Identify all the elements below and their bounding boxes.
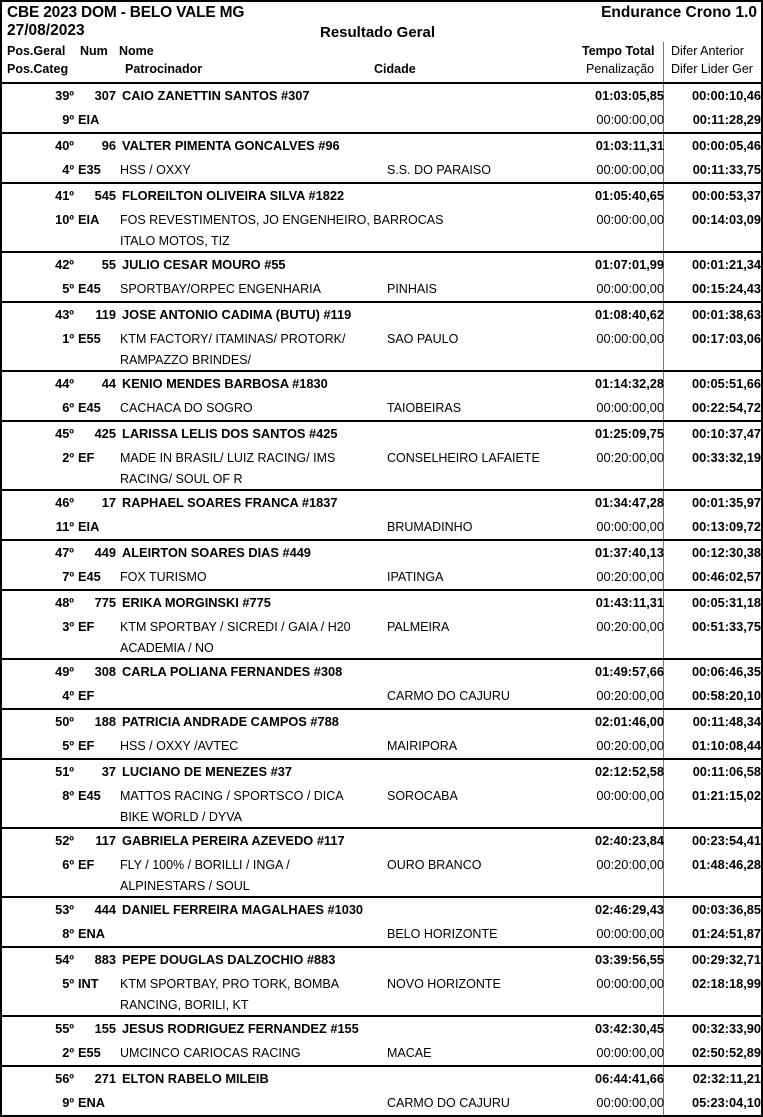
cell-categoria: EF bbox=[78, 688, 95, 703]
cell-cidade: MACAE bbox=[387, 1046, 432, 1060]
cell-num: 117 bbox=[95, 833, 116, 848]
report-title: Resultado Geral bbox=[320, 24, 436, 41]
cell-difer-anterior: 00:05:51,66 bbox=[691, 376, 761, 391]
cell-difer-anterior: 00:00:53,37 bbox=[691, 188, 761, 203]
cell-cidade: OURO BRANCO bbox=[387, 858, 482, 872]
cell-tempo-total: 01:05:40,65 bbox=[594, 188, 664, 203]
software-name: Endurance Crono 1.0 bbox=[601, 4, 757, 21]
cell-tempo-total: 01:14:32,28 bbox=[594, 376, 664, 391]
cell-difer-lider-geral: 00:13:09,72 bbox=[691, 519, 761, 534]
cell-num: 444 bbox=[94, 902, 116, 917]
row-primary-line bbox=[2, 184, 761, 208]
row-patrocinador-overflow-line bbox=[2, 639, 761, 658]
event-title: CBE 2023 DOM - BELO VALE MG bbox=[7, 4, 245, 21]
cell-pos-categ: 9º bbox=[62, 1095, 74, 1110]
cell-num: 188 bbox=[94, 714, 116, 729]
cell-patrocinador: CACHACA DO SOGRO bbox=[120, 401, 253, 415]
cell-categoria: INT bbox=[78, 976, 99, 991]
cell-difer-anterior: 00:23:54,41 bbox=[691, 833, 761, 848]
table-row bbox=[2, 1067, 761, 1115]
cell-categoria: E45 bbox=[78, 788, 101, 803]
cell-patrocinador: FOX TURISMO bbox=[120, 570, 207, 584]
cell-tempo-total: 01:03:05,85 bbox=[594, 88, 664, 103]
cell-cidade: CARMO DO CAJURU bbox=[387, 1096, 510, 1110]
cell-categoria: E55 bbox=[78, 1045, 101, 1060]
cell-cidade: PINHAIS bbox=[387, 282, 438, 296]
table-row bbox=[2, 84, 761, 134]
table-row bbox=[2, 829, 761, 898]
cell-difer-anterior: 00:01:38,63 bbox=[691, 307, 761, 322]
row-primary-line bbox=[2, 591, 761, 615]
cell-patrocinador-cont: ALPINESTARS / SOUL bbox=[120, 879, 250, 893]
cell-pos-categ: 10º bbox=[55, 212, 74, 227]
cell-difer-anterior: 00:01:35,97 bbox=[691, 495, 761, 510]
cell-pos-categ: 8º bbox=[62, 788, 74, 803]
cell-cidade: BRUMADINHO bbox=[387, 520, 473, 534]
cell-pos-categ: 5º bbox=[62, 281, 74, 296]
row-secondary-line bbox=[2, 108, 761, 132]
cell-pos-geral: 46º bbox=[55, 495, 74, 510]
column-header-nome: Nome bbox=[119, 44, 154, 58]
cell-pos-geral: 44º bbox=[55, 376, 74, 391]
cell-patrocinador: MADE IN BRASIL/ LUIZ RACING/ IMS bbox=[120, 451, 336, 465]
cell-num: 17 bbox=[101, 495, 116, 510]
cell-categoria: EF bbox=[78, 857, 95, 872]
row-patrocinador-overflow-line bbox=[2, 470, 761, 489]
cell-nome: JESUS RODRIGUEZ FERNANDEZ #155 bbox=[122, 1021, 359, 1036]
cell-difer-anterior: 00:05:31,18 bbox=[691, 595, 761, 610]
cell-difer-anterior: 00:10:37,47 bbox=[691, 426, 761, 441]
cell-pos-geral: 39º bbox=[55, 88, 74, 103]
cell-penalizacao: 00:00:00,00 bbox=[596, 331, 664, 346]
cell-categoria: EIA bbox=[78, 212, 100, 227]
cell-patrocinador: FOS REVESTIMENTOS, JO ENGENHEIRO, BARROCAS bbox=[120, 213, 444, 227]
cell-difer-anterior: 00:06:46,35 bbox=[691, 664, 761, 679]
table-row bbox=[2, 948, 761, 1017]
cell-tempo-total: 01:25:09,75 bbox=[594, 426, 664, 441]
cell-pos-categ: 7º bbox=[62, 569, 74, 584]
cell-patrocinador-cont: RACING/ SOUL OF R bbox=[120, 472, 243, 486]
cell-difer-lider-geral: 01:48:46,28 bbox=[691, 857, 761, 872]
cell-cidade: CARMO DO CAJURU bbox=[387, 689, 510, 703]
cell-penalizacao: 00:00:00,00 bbox=[596, 162, 664, 177]
cell-tempo-total: 01:34:47,28 bbox=[594, 495, 664, 510]
cell-categoria: EIA bbox=[78, 519, 100, 534]
cell-tempo-total: 01:37:40,13 bbox=[594, 545, 664, 560]
column-header-penalizacao: Penalização bbox=[586, 62, 655, 76]
table-row bbox=[2, 372, 761, 422]
table-row bbox=[2, 253, 761, 303]
cell-pos-categ: 2º bbox=[62, 1045, 74, 1060]
cell-pos-categ: 4º bbox=[62, 162, 74, 177]
table-row bbox=[2, 491, 761, 541]
cell-num: 307 bbox=[94, 88, 116, 103]
table-row bbox=[2, 134, 761, 184]
row-secondary-line bbox=[2, 734, 761, 758]
row-patrocinador-overflow-line bbox=[2, 808, 761, 827]
row-secondary-line bbox=[2, 684, 761, 708]
row-primary-line bbox=[2, 660, 761, 684]
cell-difer-lider-geral: 00:11:33,75 bbox=[692, 162, 761, 177]
row-primary-line bbox=[2, 84, 761, 108]
cell-pos-geral: 43º bbox=[55, 307, 74, 322]
cell-num: 96 bbox=[101, 138, 116, 153]
cell-difer-lider-geral: 00:22:54,72 bbox=[691, 400, 761, 415]
cell-nome: GABRIELA PEREIRA AZEVEDO #117 bbox=[122, 833, 345, 848]
cell-nome: ELTON RABELO MILEIB bbox=[122, 1071, 269, 1086]
cell-patrocinador: FLY / 100% / BORILLI / INGA / bbox=[120, 858, 290, 872]
cell-penalizacao: 00:00:00,00 bbox=[596, 976, 664, 991]
cell-tempo-total: 02:46:29,43 bbox=[594, 902, 664, 917]
cell-categoria: E45 bbox=[78, 281, 101, 296]
cell-pos-categ: 5º bbox=[62, 738, 74, 753]
cell-pos-geral: 49º bbox=[55, 664, 74, 679]
cell-num: 425 bbox=[94, 426, 116, 441]
cell-tempo-total: 01:49:57,66 bbox=[594, 664, 664, 679]
event-date: 27/08/2023 bbox=[7, 22, 85, 39]
cell-num: 775 bbox=[94, 595, 116, 610]
cell-num: 545 bbox=[94, 188, 116, 203]
row-secondary-line bbox=[2, 208, 761, 232]
cell-cidade: S.S. DO PARAISO bbox=[387, 163, 491, 177]
cell-difer-lider-geral: 00:17:03,06 bbox=[691, 331, 761, 346]
cell-pos-geral: 55º bbox=[55, 1021, 74, 1036]
cell-penalizacao: 00:00:00,00 bbox=[596, 400, 664, 415]
cell-patrocinador: KTM SPORTBAY, PRO TORK, BOMBA bbox=[120, 977, 340, 991]
cell-nome: ALEIRTON SOARES DIAS #449 bbox=[122, 545, 311, 560]
cell-categoria: EF bbox=[78, 450, 95, 465]
row-primary-line bbox=[2, 710, 761, 734]
cell-penalizacao: 00:00:00,00 bbox=[596, 1095, 664, 1110]
cell-tempo-total: 06:44:41,66 bbox=[594, 1071, 664, 1086]
cell-categoria: EF bbox=[78, 738, 95, 753]
row-secondary-line bbox=[2, 922, 761, 946]
cell-pos-categ: 2º bbox=[62, 450, 74, 465]
cell-pos-geral: 56º bbox=[55, 1071, 74, 1086]
cell-pos-geral: 51º bbox=[55, 764, 74, 779]
cell-pos-categ: 11º bbox=[55, 519, 74, 534]
cell-nome: FLOREILTON OLIVEIRA SILVA #1822 bbox=[122, 188, 345, 203]
cell-num: 55 bbox=[101, 257, 116, 272]
cell-patrocinador-cont: BIKE WORLD / DYVA bbox=[120, 810, 243, 824]
results-table-body bbox=[0, 82, 763, 1117]
cell-difer-anterior: 00:03:36,85 bbox=[691, 902, 761, 917]
cell-pos-categ: 9º bbox=[62, 112, 74, 127]
row-secondary-line bbox=[2, 615, 761, 639]
cell-tempo-total: 03:39:56,55 bbox=[594, 952, 664, 967]
cell-penalizacao: 00:20:00,00 bbox=[596, 857, 664, 872]
row-primary-line bbox=[2, 948, 761, 972]
cell-difer-lider-geral: 01:10:08,44 bbox=[691, 738, 761, 753]
table-row bbox=[2, 1017, 761, 1067]
row-primary-line bbox=[2, 134, 761, 158]
table-row bbox=[2, 422, 761, 491]
cell-patrocinador: UMCINCO CARIOCAS RACING bbox=[120, 1046, 301, 1060]
column-header-cidade: Cidade bbox=[374, 62, 416, 76]
cell-num: 883 bbox=[94, 952, 116, 967]
table-row bbox=[2, 184, 761, 253]
row-secondary-line bbox=[2, 515, 761, 539]
cell-cidade: NOVO HORIZONTE bbox=[387, 977, 501, 991]
cell-pos-categ: 3º bbox=[62, 619, 74, 634]
cell-penalizacao: 00:20:00,00 bbox=[596, 688, 664, 703]
document-header bbox=[0, 0, 763, 82]
cell-nome: CARLA POLIANA FERNANDES #308 bbox=[122, 664, 343, 679]
cell-pos-categ: 6º bbox=[62, 400, 74, 415]
cell-categoria: EIA bbox=[78, 112, 100, 127]
cell-difer-lider-geral: 02:50:52,89 bbox=[691, 1045, 761, 1060]
cell-patrocinador: HSS / OXXY /AVTEC bbox=[120, 739, 239, 753]
cell-penalizacao: 00:00:00,00 bbox=[596, 519, 664, 534]
cell-difer-lider-geral: 00:51:33,75 bbox=[691, 619, 761, 634]
column-header-difer-lider-geral: Difer Lider Ger bbox=[671, 62, 753, 76]
row-primary-line bbox=[2, 898, 761, 922]
cell-categoria: E35 bbox=[78, 162, 101, 177]
column-header-pos-geral: Pos.Geral bbox=[7, 44, 66, 58]
row-secondary-line bbox=[2, 446, 761, 470]
header-column-divider bbox=[663, 42, 664, 82]
cell-cidade: MAIRIPORA bbox=[387, 739, 458, 753]
cell-num: 44 bbox=[101, 376, 116, 391]
cell-tempo-total: 02:40:23,84 bbox=[594, 833, 664, 848]
cell-patrocinador: KTM FACTORY/ ITAMINAS/ PROTORK/ bbox=[120, 332, 346, 346]
row-primary-line bbox=[2, 541, 761, 565]
cell-num: 308 bbox=[94, 664, 116, 679]
row-patrocinador-overflow-line bbox=[2, 351, 761, 370]
cell-difer-lider-geral: 02:18:18,99 bbox=[691, 976, 761, 991]
cell-categoria: E55 bbox=[78, 331, 101, 346]
cell-pos-geral: 47º bbox=[55, 545, 74, 560]
cell-penalizacao: 00:20:00,00 bbox=[596, 450, 664, 465]
row-patrocinador-overflow-line bbox=[2, 877, 761, 896]
cell-cidade: PALMEIRA bbox=[387, 620, 450, 634]
cell-patrocinador: KTM SPORTBAY / SICREDI / GAIA / H20 bbox=[120, 620, 351, 634]
cell-penalizacao: 00:20:00,00 bbox=[596, 738, 664, 753]
cell-nome: PATRICIA ANDRADE CAMPOS #788 bbox=[122, 714, 339, 729]
cell-difer-lider-geral: 00:33:32,19 bbox=[691, 450, 761, 465]
row-patrocinador-overflow-line bbox=[2, 996, 761, 1015]
row-primary-line bbox=[2, 303, 761, 327]
cell-nome: VALTER PIMENTA GONCALVES #96 bbox=[122, 138, 340, 153]
cell-nome: RAPHAEL SOARES FRANCA #1837 bbox=[122, 495, 338, 510]
cell-pos-geral: 52º bbox=[55, 833, 74, 848]
cell-pos-categ: 5º bbox=[62, 976, 74, 991]
row-secondary-line bbox=[2, 396, 761, 420]
cell-difer-lider-geral: 00:46:02,57 bbox=[691, 569, 761, 584]
cell-penalizacao: 00:00:00,00 bbox=[596, 212, 664, 227]
cell-pos-geral: 50º bbox=[55, 714, 74, 729]
cell-difer-anterior: 00:00:05,46 bbox=[691, 138, 761, 153]
cell-tempo-total: 01:43:11,31 bbox=[595, 595, 664, 610]
cell-patrocinador: MATTOS RACING / SPORTSCO / DICA bbox=[120, 789, 344, 803]
cell-nome: ERIKA MORGINSKI #775 bbox=[122, 595, 271, 610]
cell-patrocinador-cont: ACADEMIA / NO bbox=[120, 641, 214, 655]
cell-pos-categ: 6º bbox=[62, 857, 74, 872]
cell-patrocinador: SPORTBAY/ORPEC ENGENHARIA bbox=[120, 282, 321, 296]
column-header-pos-categ: Pos.Categ bbox=[7, 62, 69, 76]
cell-tempo-total: 02:12:52,58 bbox=[594, 764, 664, 779]
cell-difer-anterior: 00:00:10,46 bbox=[691, 88, 761, 103]
row-secondary-line bbox=[2, 784, 761, 808]
cell-nome: CAIO ZANETTIN SANTOS #307 bbox=[122, 88, 310, 103]
cell-difer-lider-geral: 00:11:28,29 bbox=[692, 112, 761, 127]
cell-cidade: SAO PAULO bbox=[387, 332, 459, 346]
cell-tempo-total: 01:03:11,31 bbox=[595, 138, 664, 153]
cell-nome: JOSE ANTONIO CADIMA (BUTU) #119 bbox=[122, 307, 352, 322]
cell-pos-geral: 45º bbox=[55, 426, 74, 441]
cell-difer-lider-geral: 01:21:15,02 bbox=[691, 788, 761, 803]
cell-difer-anterior: 00:32:33,90 bbox=[691, 1021, 761, 1036]
column-header-num: Num bbox=[80, 44, 108, 58]
cell-num: 155 bbox=[94, 1021, 116, 1036]
cell-num: 449 bbox=[94, 545, 116, 560]
row-secondary-line bbox=[2, 1041, 761, 1065]
table-row bbox=[2, 303, 761, 372]
cell-difer-anterior: 00:11:06,58 bbox=[692, 764, 761, 779]
table-row bbox=[2, 591, 761, 660]
cell-num: 37 bbox=[101, 764, 116, 779]
cell-tempo-total: 02:01:46,00 bbox=[594, 714, 664, 729]
cell-penalizacao: 00:00:00,00 bbox=[596, 788, 664, 803]
row-secondary-line bbox=[2, 327, 761, 351]
cell-difer-lider-geral: 01:24:51,87 bbox=[691, 926, 761, 941]
cell-nome: JULIO CESAR MOURO #55 bbox=[122, 257, 286, 272]
table-row bbox=[2, 660, 761, 710]
cell-tempo-total: 03:42:30,45 bbox=[594, 1021, 664, 1036]
cell-categoria: EF bbox=[78, 619, 95, 634]
cell-patrocinador-cont: RANCING, BORILI, KT bbox=[120, 998, 249, 1012]
row-primary-line bbox=[2, 1017, 761, 1041]
cell-tempo-total: 01:08:40,62 bbox=[594, 307, 664, 322]
cell-difer-lider-geral: 00:58:20,10 bbox=[691, 688, 761, 703]
row-primary-line bbox=[2, 1067, 761, 1091]
cell-cidade: TAIOBEIRAS bbox=[387, 401, 462, 415]
cell-categoria: ENA bbox=[78, 926, 106, 941]
cell-num: 271 bbox=[94, 1071, 116, 1086]
cell-pos-geral: 40º bbox=[55, 138, 74, 153]
row-secondary-line bbox=[2, 565, 761, 589]
cell-categoria: E45 bbox=[78, 400, 101, 415]
cell-nome: LUCIANO DE MENEZES #37 bbox=[122, 764, 292, 779]
column-header-difer-anterior: Difer Anterior bbox=[671, 44, 744, 58]
row-secondary-line bbox=[2, 853, 761, 877]
cell-pos-categ: 1º bbox=[62, 331, 74, 346]
cell-nome: KENIO MENDES BARBOSA #1830 bbox=[122, 376, 328, 391]
cell-pos-geral: 53º bbox=[55, 902, 74, 917]
cell-penalizacao: 00:00:00,00 bbox=[596, 281, 664, 296]
row-secondary-line bbox=[2, 1091, 761, 1115]
cell-difer-anterior: 00:11:48,34 bbox=[692, 714, 761, 729]
cell-penalizacao: 00:00:00,00 bbox=[596, 926, 664, 941]
row-primary-line bbox=[2, 253, 761, 277]
cell-pos-geral: 42º bbox=[55, 257, 74, 272]
row-primary-line bbox=[2, 422, 761, 446]
cell-num: 119 bbox=[95, 307, 116, 322]
cell-difer-anterior: 00:01:21,34 bbox=[691, 257, 761, 272]
cell-penalizacao: 00:00:00,00 bbox=[596, 1045, 664, 1060]
cell-difer-lider-geral: 00:15:24,43 bbox=[691, 281, 761, 296]
cell-difer-anterior: 00:29:32,71 bbox=[691, 952, 761, 967]
row-primary-line bbox=[2, 372, 761, 396]
table-row bbox=[2, 760, 761, 829]
cell-pos-geral: 41º bbox=[55, 188, 74, 203]
cell-categoria: ENA bbox=[78, 1095, 106, 1110]
row-patrocinador-overflow-line bbox=[2, 232, 761, 251]
cell-difer-lider-geral: 00:14:03,09 bbox=[691, 212, 761, 227]
cell-tempo-total: 01:07:01,99 bbox=[594, 257, 664, 272]
cell-difer-anterior: 02:32:11,21 bbox=[692, 1071, 761, 1086]
cell-categoria: E45 bbox=[78, 569, 101, 584]
row-primary-line bbox=[2, 491, 761, 515]
cell-pos-categ: 8º bbox=[62, 926, 74, 941]
row-secondary-line bbox=[2, 158, 761, 182]
cell-cidade: IPATINGA bbox=[387, 570, 444, 584]
cell-cidade: BELO HORIZONTE bbox=[387, 927, 498, 941]
table-row bbox=[2, 710, 761, 760]
column-header-tempo-total: Tempo Total bbox=[582, 44, 655, 58]
table-row bbox=[2, 898, 761, 948]
cell-patrocinador: HSS / OXXY bbox=[120, 163, 191, 177]
row-secondary-line bbox=[2, 277, 761, 301]
cell-patrocinador-cont: ITALO MOTOS, TIZ bbox=[120, 234, 230, 248]
cell-nome: LARISSA LELIS DOS SANTOS #425 bbox=[122, 426, 338, 441]
row-primary-line bbox=[2, 760, 761, 784]
cell-penalizacao: 00:00:00,00 bbox=[596, 112, 664, 127]
table-row bbox=[2, 541, 761, 591]
cell-difer-anterior: 00:12:30,38 bbox=[691, 545, 761, 560]
cell-penalizacao: 00:20:00,00 bbox=[596, 619, 664, 634]
cell-penalizacao: 00:20:00,00 bbox=[596, 569, 664, 584]
column-header-patrocinador: Patrocinador bbox=[125, 62, 203, 76]
cell-cidade: SOROCABA bbox=[387, 789, 458, 803]
cell-pos-geral: 48º bbox=[55, 595, 74, 610]
row-primary-line bbox=[2, 829, 761, 853]
cell-cidade: CONSELHEIRO LAFAIETE bbox=[387, 451, 540, 465]
cell-difer-lider-geral: 05:23:04,10 bbox=[691, 1095, 761, 1110]
cell-patrocinador-cont: RAMPAZZO BRINDES/ bbox=[120, 353, 252, 367]
cell-nome: PEPE DOUGLAS DALZOCHIO #883 bbox=[122, 952, 336, 967]
cell-pos-categ: 4º bbox=[62, 688, 74, 703]
cell-pos-geral: 54º bbox=[55, 952, 74, 967]
cell-nome: DANIEL FERREIRA MAGALHAES #1030 bbox=[122, 902, 364, 917]
row-secondary-line bbox=[2, 972, 761, 996]
